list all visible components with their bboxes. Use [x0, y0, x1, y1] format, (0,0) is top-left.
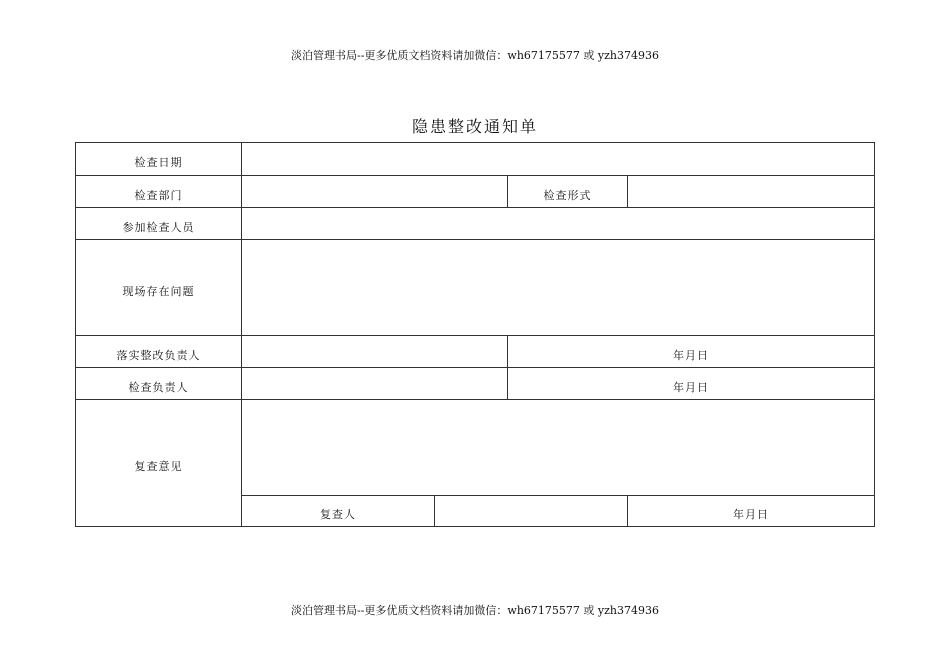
inspection-form-label: 检查形式 — [543, 188, 592, 202]
inspection-date-field[interactable] — [242, 143, 874, 175]
page-title: 隐患整改通知单 — [411, 117, 538, 136]
onsite-issues-field[interactable] — [242, 240, 874, 335]
header-note: 淡泊管理书局--更多优质文档资料请加微信：wh67175577 或 yzh374936 — [291, 49, 659, 62]
inspection-owner-label: 检查负责人 — [128, 380, 189, 394]
inspection-form-field[interactable] — [628, 176, 874, 207]
inspection-dept-label: 检查部门 — [134, 188, 183, 202]
rectification-date[interactable]: 年月日 — [673, 348, 709, 362]
inspection-date-label: 检查日期 — [134, 156, 183, 169]
participants-field[interactable] — [242, 208, 874, 239]
rectification-owner-field[interactable] — [242, 336, 507, 367]
review-opinion-label: 复查意见 — [134, 460, 183, 473]
rectification-owner-label: 落实整改负责人 — [116, 348, 201, 362]
inspection-owner-date[interactable]: 年月日 — [673, 380, 709, 394]
review-date[interactable]: 年月日 — [733, 508, 769, 521]
onsite-issues-label: 现场存在问题 — [122, 284, 195, 298]
rectification-notice-form — [75, 142, 875, 527]
reviewer-field[interactable] — [435, 496, 627, 526]
participants-label: 参加检查人员 — [122, 220, 195, 234]
inspection-owner-field[interactable] — [242, 368, 507, 399]
reviewer-label: 复查人 — [320, 508, 356, 521]
inspection-dept-field[interactable] — [242, 176, 507, 207]
review-opinion-field[interactable] — [242, 400, 874, 495]
footer-note: 淡泊管理书局--更多优质文档资料请加微信：wh67175577 或 yzh374936 — [291, 604, 659, 617]
